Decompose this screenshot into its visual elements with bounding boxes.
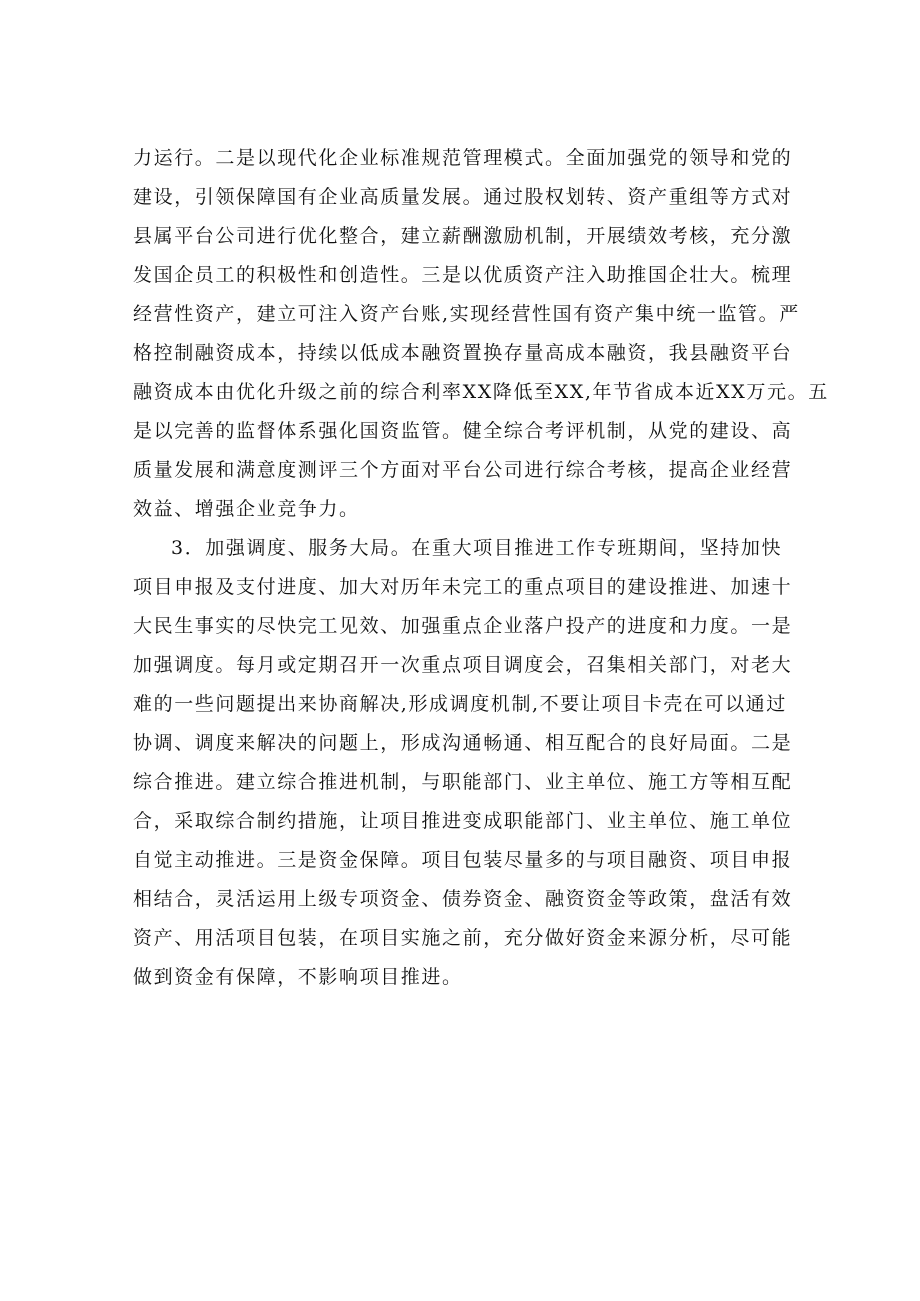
text-line: 做到资金有保障，不影响项目推进。	[133, 966, 463, 988]
text-line: 加强调度。每月或定期召开一次重点项目调度会，召集相关部门，对老大	[133, 654, 793, 676]
text-line: 合，采取综合制约措施，让项目推进变成职能部门、业主单位、施工单位	[133, 810, 793, 832]
text-line: 3．加强调度、服务大局。在重大项目推进工作专班期间，坚持加快	[171, 537, 783, 559]
text-line: 相结合，灵活运用上级专项资金、债券资金、融资资金等政策，盘活有效	[133, 888, 793, 910]
body-text	[133, 139, 829, 997]
text-line: 自觉主动推进。三是资金保障。项目包装尽量多的与项目融资、项目申报	[133, 849, 793, 871]
text-line: 格控制融资成本，持续以低成本融资置换存量高成本融资，我县融资平台	[133, 342, 793, 364]
text-line: 项目申报及支付进度、加大对历年未完工的重点项目的建设推进、加速十	[133, 576, 793, 598]
text-line: 融资成本由优化升级之前的综合利率XX降低至XX,年节省成本近XX万元。五	[133, 381, 829, 403]
text-line: 综合推进。建立综合推进机制，与职能部门、业主单位、施工方等相互配	[133, 771, 793, 793]
text-line: 经营性资产，建立可注入资产台账,实现经营性国有资产集中统一监管。严	[133, 303, 800, 325]
text-line: 力运行。二是以现代化企业标准规范管理模式。全面加强党的领导和党的	[133, 147, 793, 169]
text-line: 质量发展和满意度测评三个方面对平台公司进行综合考核，提高企业经营	[133, 459, 793, 481]
text-line: 是以完善的监督体系强化国资监管。健全综合考评机制，从党的建设、高	[133, 420, 793, 442]
paragraph-1	[133, 139, 829, 529]
text-line: 建设，引领保障国有企业高质量发展。通过股权划转、资产重组等方式对	[133, 186, 793, 208]
text-line: 资产、用活项目包装，在项目实施之前，充分做好资金来源分析，尽可能	[133, 927, 793, 949]
text-line: 发国企员工的积极性和创造性。三是以优质资产注入助推国企壮大。梳理	[133, 264, 793, 286]
text-line: 县属平台公司进行优化整合，建立薪酬激励机制，开展绩效考核，充分激	[133, 225, 793, 247]
text-line: 协调、调度来解决的问题上，形成沟通畅通、相互配合的良好局面。二是	[133, 732, 793, 754]
text-line: 大民生事实的尽快完工见效、加强重点企业落户投产的进度和力度。一是	[133, 615, 793, 637]
text-line: 难的一些问题提出来协商解决,形成调度机制,不要让项目卡壳在可以通过	[133, 693, 787, 715]
paragraph-2	[133, 529, 813, 997]
text-line: 效益、增强企业竞争力。	[133, 498, 360, 520]
